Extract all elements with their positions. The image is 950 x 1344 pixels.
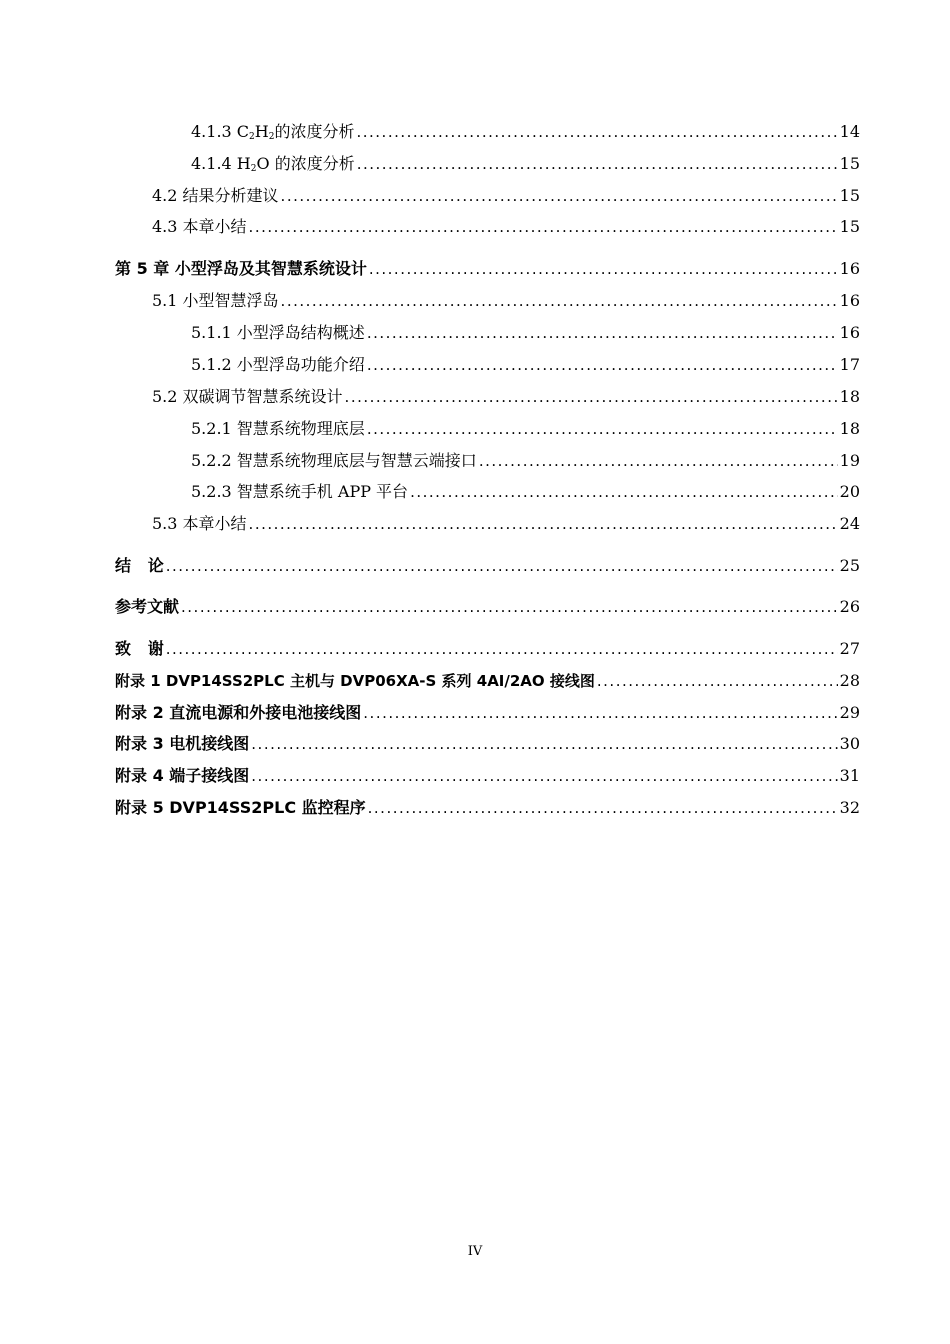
toc-entry-5-1-2[interactable] (191, 354, 860, 376)
toc-page-number: 17 (839, 355, 860, 374)
toc-entry-5-3[interactable] (152, 513, 860, 535)
toc-page-number: 19 (839, 451, 860, 470)
toc-leader-dots (357, 153, 838, 175)
toc-entry-label: 附录 1 DVP14SS2PLC 主机与 DVP06XA-S 系列 4AI/2AO 接线图 (115, 672, 595, 690)
toc-leader-dots (367, 418, 838, 440)
toc-entry-label: 参考文献 (115, 597, 180, 616)
toc-entry-label: 附录 2 直流电源和外接电池接线图 (115, 703, 362, 722)
toc-leader-dots (369, 258, 838, 280)
toc-entry-appendix-5[interactable] (115, 797, 860, 819)
toc-entry-conclusion[interactable] (115, 555, 860, 577)
toc-entry-appendix-4[interactable] (115, 765, 860, 787)
toc-entry-label: 5.2 双碳调节智慧系统设计 (152, 387, 343, 406)
toc-page-number: 32 (839, 798, 860, 817)
toc-entry-4-2[interactable] (152, 185, 860, 207)
toc-leader-dots (597, 670, 838, 692)
toc-entry-chapter-5[interactable] (115, 258, 860, 280)
toc-page-number: 20 (839, 482, 860, 501)
toc-leader-dots (367, 354, 838, 376)
toc-leader-dots (356, 121, 837, 143)
toc-page-number: 29 (839, 703, 860, 722)
toc-page-number: 18 (839, 387, 860, 406)
toc-leader-dots (166, 555, 838, 577)
toc-entry-5-1-1[interactable] (191, 322, 860, 344)
toc-entry-label: 5.2.1 智慧系统物理底层 (191, 419, 365, 438)
toc-entry-label: 4.1.4 $H_2O$ 的浓度分析 (191, 154, 355, 174)
toc-leader-dots (251, 765, 837, 787)
toc-entry-references[interactable] (115, 596, 860, 618)
toc-entry-label: 4.2 结果分析建议 (152, 186, 279, 205)
toc-leader-dots (281, 290, 838, 312)
toc-entry-4-1-3[interactable] (191, 121, 860, 143)
toc-leader-dots (251, 733, 837, 755)
toc-leader-dots (166, 638, 838, 660)
toc-leader-dots (249, 513, 838, 535)
toc-entry-label: 5.1.2 小型浮岛功能介绍 (191, 355, 365, 374)
toc-page-number: 15 (839, 154, 860, 173)
toc-page-number: 25 (839, 556, 860, 575)
toc-entry-5-2-2[interactable] (191, 450, 860, 472)
toc-entry-label: 第 5 章 小型浮岛及其智慧系统设计 (115, 259, 367, 278)
toc-entry-5-1[interactable] (152, 290, 860, 312)
toc-entry-appendix-2[interactable] (115, 702, 860, 724)
toc-entry-4-1-4[interactable] (191, 153, 860, 175)
toc-entry-label: 结 论 (115, 556, 164, 575)
toc-leader-dots (363, 702, 837, 724)
toc-entry-label: 附录 5 DVP14SS2PLC 监控程序 (115, 798, 366, 817)
toc-page-number: 26 (839, 597, 860, 616)
toc-entry-5-2-1[interactable] (191, 418, 860, 440)
toc-page-number: 15 (839, 186, 860, 205)
toc-leader-dots (345, 386, 838, 408)
toc-leader-dots (479, 450, 838, 472)
toc-entry-label: 附录 4 端子接线图 (115, 766, 250, 785)
toc-entry-5-2-3[interactable] (191, 481, 860, 503)
toc-page-number: 16 (839, 323, 860, 342)
toc-page-number: 16 (839, 291, 860, 310)
toc-leader-dots (410, 481, 838, 503)
toc-entry-label: 4.1.3 $C_2H_2$的浓度分析 (191, 122, 355, 142)
toc-entry-4-3[interactable] (152, 216, 860, 238)
toc-page-number: 16 (839, 259, 860, 278)
toc-entry-appendix-1[interactable] (115, 670, 860, 692)
toc-page-number: 24 (839, 514, 860, 533)
toc-entry-label: 5.1 小型智慧浮岛 (152, 291, 279, 310)
page-number-footer: IV (467, 1244, 483, 1259)
toc-entry-5-2[interactable] (152, 386, 860, 408)
toc-entry-label: 致 谢 (115, 639, 164, 658)
toc-entry-label: 5.2.3 智慧系统手机 APP 平台 (191, 482, 409, 501)
toc-entry-label: 5.2.2 智慧系统物理底层与智慧云端接口 (191, 451, 477, 470)
toc-page-number: 15 (839, 217, 860, 236)
toc-leader-dots (181, 596, 838, 618)
toc-entry-label: 5.3 本章小结 (152, 514, 247, 533)
toc-leader-dots (281, 185, 838, 207)
toc-page-number: 27 (839, 639, 860, 658)
toc-entry-label: 5.1.1 小型浮岛结构概述 (191, 323, 365, 342)
toc-page-number: 14 (839, 122, 860, 141)
toc-entry-label: 4.3 本章小结 (152, 217, 247, 236)
toc-page-number: 28 (839, 671, 860, 690)
toc-entry-label: 附录 3 电机接线图 (115, 734, 250, 753)
toc-entry-appendix-3[interactable] (115, 733, 860, 755)
toc-leader-dots (368, 797, 838, 819)
toc-entry-acknowledgements[interactable] (115, 638, 860, 660)
toc-page-number: 18 (839, 419, 860, 438)
toc-page-number: 30 (839, 734, 860, 753)
toc-leader-dots (249, 216, 838, 238)
toc-leader-dots (367, 322, 838, 344)
toc-page-number: 31 (839, 766, 860, 785)
